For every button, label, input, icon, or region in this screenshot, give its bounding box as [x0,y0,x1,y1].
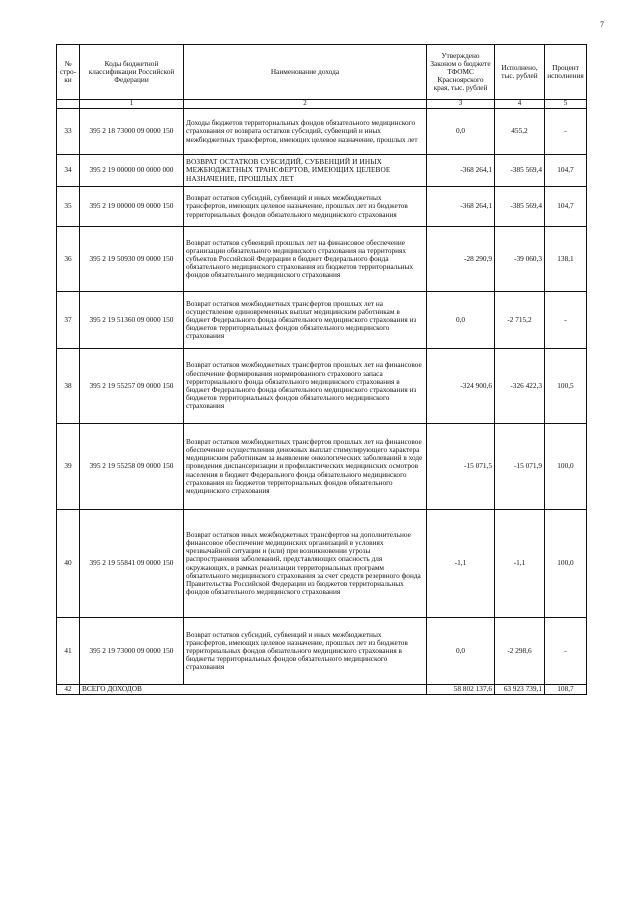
table-row [57,349,587,424]
approved-value: -28 290,9 [427,227,495,292]
column-index-empty [57,100,80,109]
row-number: 38 [57,349,80,424]
table-row [57,510,587,618]
row-number: 33 [57,109,80,155]
header-row-number: № стро-ки [57,45,80,100]
header-percent: Процент исполнения [545,45,587,100]
approved-value: 0,0 [427,618,495,685]
executed-value: -385 569,4 [495,187,545,227]
page-number: 7 [600,20,604,29]
percent-value: - [545,109,587,155]
total-row [57,685,587,695]
percent-value: 104,7 [545,155,587,187]
budget-code: 395 2 19 73000 09 0000 150 [80,618,184,685]
executed-value: -15 071,9 [495,424,545,510]
row-number: 37 [57,292,80,349]
income-name: Возврат остатков субсидий, субвенций и иных межбюджетных трансфертов, имеющих целевое назначение, прошлых лет из бюджетов территориальных фондов обязательного медицинского страхования в бюджеты территориальных фондов обязательного медицинского страхования [184,618,427,685]
row-number: 36 [57,227,80,292]
budget-code: 395 2 19 00000 00 0000 000 [80,155,184,187]
column-index-3: 3 [427,100,495,109]
income-name: Возврат остатков иных межбюджетных трансфертов на дополнительное финансовое обеспечение медицинских организаций в условиях чрезвычайной ситуации и (или) при возникновении угрозы распространения заболеваний, представляющих опасность для окружающих, в рамках реализации территориальных программ обязательного медицинского страхования за счет средств резервного фонда Правительства Российской Федерации из бюджетов территориальных фондов обязательного медицинского страхования [184,510,427,618]
total-label: ВСЕГО ДОХОДОВ [80,685,427,695]
income-name: Доходы бюджетов территориальных фондов обязательного медицинского страхования от возврата остатков субсидий, субвенций и иных межбюджетных трансфертов, имеющих целевое назначение, прошлых лет [184,109,427,155]
budget-code: 395 2 19 50930 09 0000 150 [80,227,184,292]
table-row [57,424,587,510]
row-number: 34 [57,155,80,187]
executed-value: -385 569,4 [495,155,545,187]
budget-code: 395 2 19 00000 09 0000 150 [80,187,184,227]
column-index-4: 4 [495,100,545,109]
budget-code: 395 2 18 73000 09 0000 150 [80,109,184,155]
table-row [57,292,587,349]
row-number: 39 [57,424,80,510]
budget-code: 395 2 19 51360 09 0000 150 [80,292,184,349]
header-budget-code: Коды бюджетной классификации Российской Федерации [80,45,184,100]
total-percent: 108,7 [545,685,587,695]
budget-code: 395 2 19 55841 09 0000 150 [80,510,184,618]
table-row [57,155,587,187]
income-name: Возврат остатков межбюджетных трансфертов прошлых лет на финансовое обеспечение формирования нормированного страхового запаса территориального фонда обязательного медицинского страхования в бюджет Федерального фонда обязательного медицинского страхования из бюджетов территориальных фондов обязательного медицинского страхования [184,349,427,424]
executed-value: -326 422,3 [495,349,545,424]
income-name: ВОЗВРАТ ОСТАТКОВ СУБСИДИЙ, СУБВЕНЦИЙ И ИНЫХ МЕЖБЮДЖЕТНЫХ ТРАНСФЕРТОВ, ИМЕЮЩИХ ЦЕЛЕВОЕ НАЗНАЧЕНИЕ, ПРОШЛЫХ ЛЕТ [184,155,427,187]
executed-value: 455,2 [495,109,545,155]
income-name: Возврат остатков межбюджетных трансфертов прошлых лет на финансовое обеспечение осуществления денежных выплат стимулирующего характера медицинским работникам за выявление онкологических заболеваний в ходе проведения диспансеризации и профилактических медицинских осмотров населения в бюджет Федерального фонда обязательного медицинского страхования из бюджетов территориальных фондов обязательного медицинского страхования [184,424,427,510]
percent-value: 100,5 [545,349,587,424]
column-index-5: 5 [545,100,587,109]
row-number: 41 [57,618,80,685]
budget-code: 395 2 19 55258 09 0000 150 [80,424,184,510]
header-income-name: Наименование дохода [184,45,427,100]
approved-value: -1,1 [427,510,495,618]
percent-value: - [545,292,587,349]
budget-code: 395 2 19 55257 09 0000 150 [80,349,184,424]
income-name: Возврат остатков субсидий, субвенций и иных межбюджетных трансфертов, имеющих целевое назначение, прошлых лет из бюджетов территориальных фондов обязательного медицинского страхования [184,187,427,227]
header-executed: Исполнено, тыс. рублей [495,45,545,100]
approved-value: -368 264,1 [427,187,495,227]
table-row [57,618,587,685]
executed-value: -1,1 [495,510,545,618]
row-number: 40 [57,510,80,618]
table-row [57,187,587,227]
percent-value: 138,1 [545,227,587,292]
income-report-table [56,44,587,695]
income-name: Возврат остатков субвенций прошлых лет на финансовое обеспечение организации обязательного медицинского страхования на территориях субъектов Российской Федерации в бюджет Федерального фонда обязательного медицинского страхования из бюджетов территориальных фондов обязательного медицинского страхования [184,227,427,292]
percent-value: 104,7 [545,187,587,227]
total-executed: 63 923 739,1 [495,685,545,695]
executed-value: -2 715,2 [495,292,545,349]
header-approved: Утверждено Законом о бюджете ТФОМС Красноярского края, тыс. рублей [427,45,495,100]
approved-value: -324 900,6 [427,349,495,424]
executed-value: -2 298,6 [495,618,545,685]
table-row [57,227,587,292]
total-approved: 58 802 137,6 [427,685,495,695]
column-index-1: 1 [80,100,184,109]
row-number: 42 [57,685,80,695]
approved-value: -15 071,5 [427,424,495,510]
column-index-2: 2 [184,100,427,109]
approved-value: 0,0 [427,109,495,155]
percent-value: 100,0 [545,510,587,618]
table-row [57,109,587,155]
header-row [57,45,587,100]
row-number: 35 [57,187,80,227]
executed-value: -39 060,3 [495,227,545,292]
income-name: Возврат остатков межбюджетных трансфертов прошлых лет на осуществление единовременных выплат медицинским работникам в бюджет Федерального фонда обязательного медицинского страхования из бюджетов территориальных фондов обязательного медицинского страхования [184,292,427,349]
column-index-row [57,100,587,109]
percent-value: - [545,618,587,685]
approved-value: 0,0 [427,292,495,349]
percent-value: 100,0 [545,424,587,510]
approved-value: -368 264,1 [427,155,495,187]
